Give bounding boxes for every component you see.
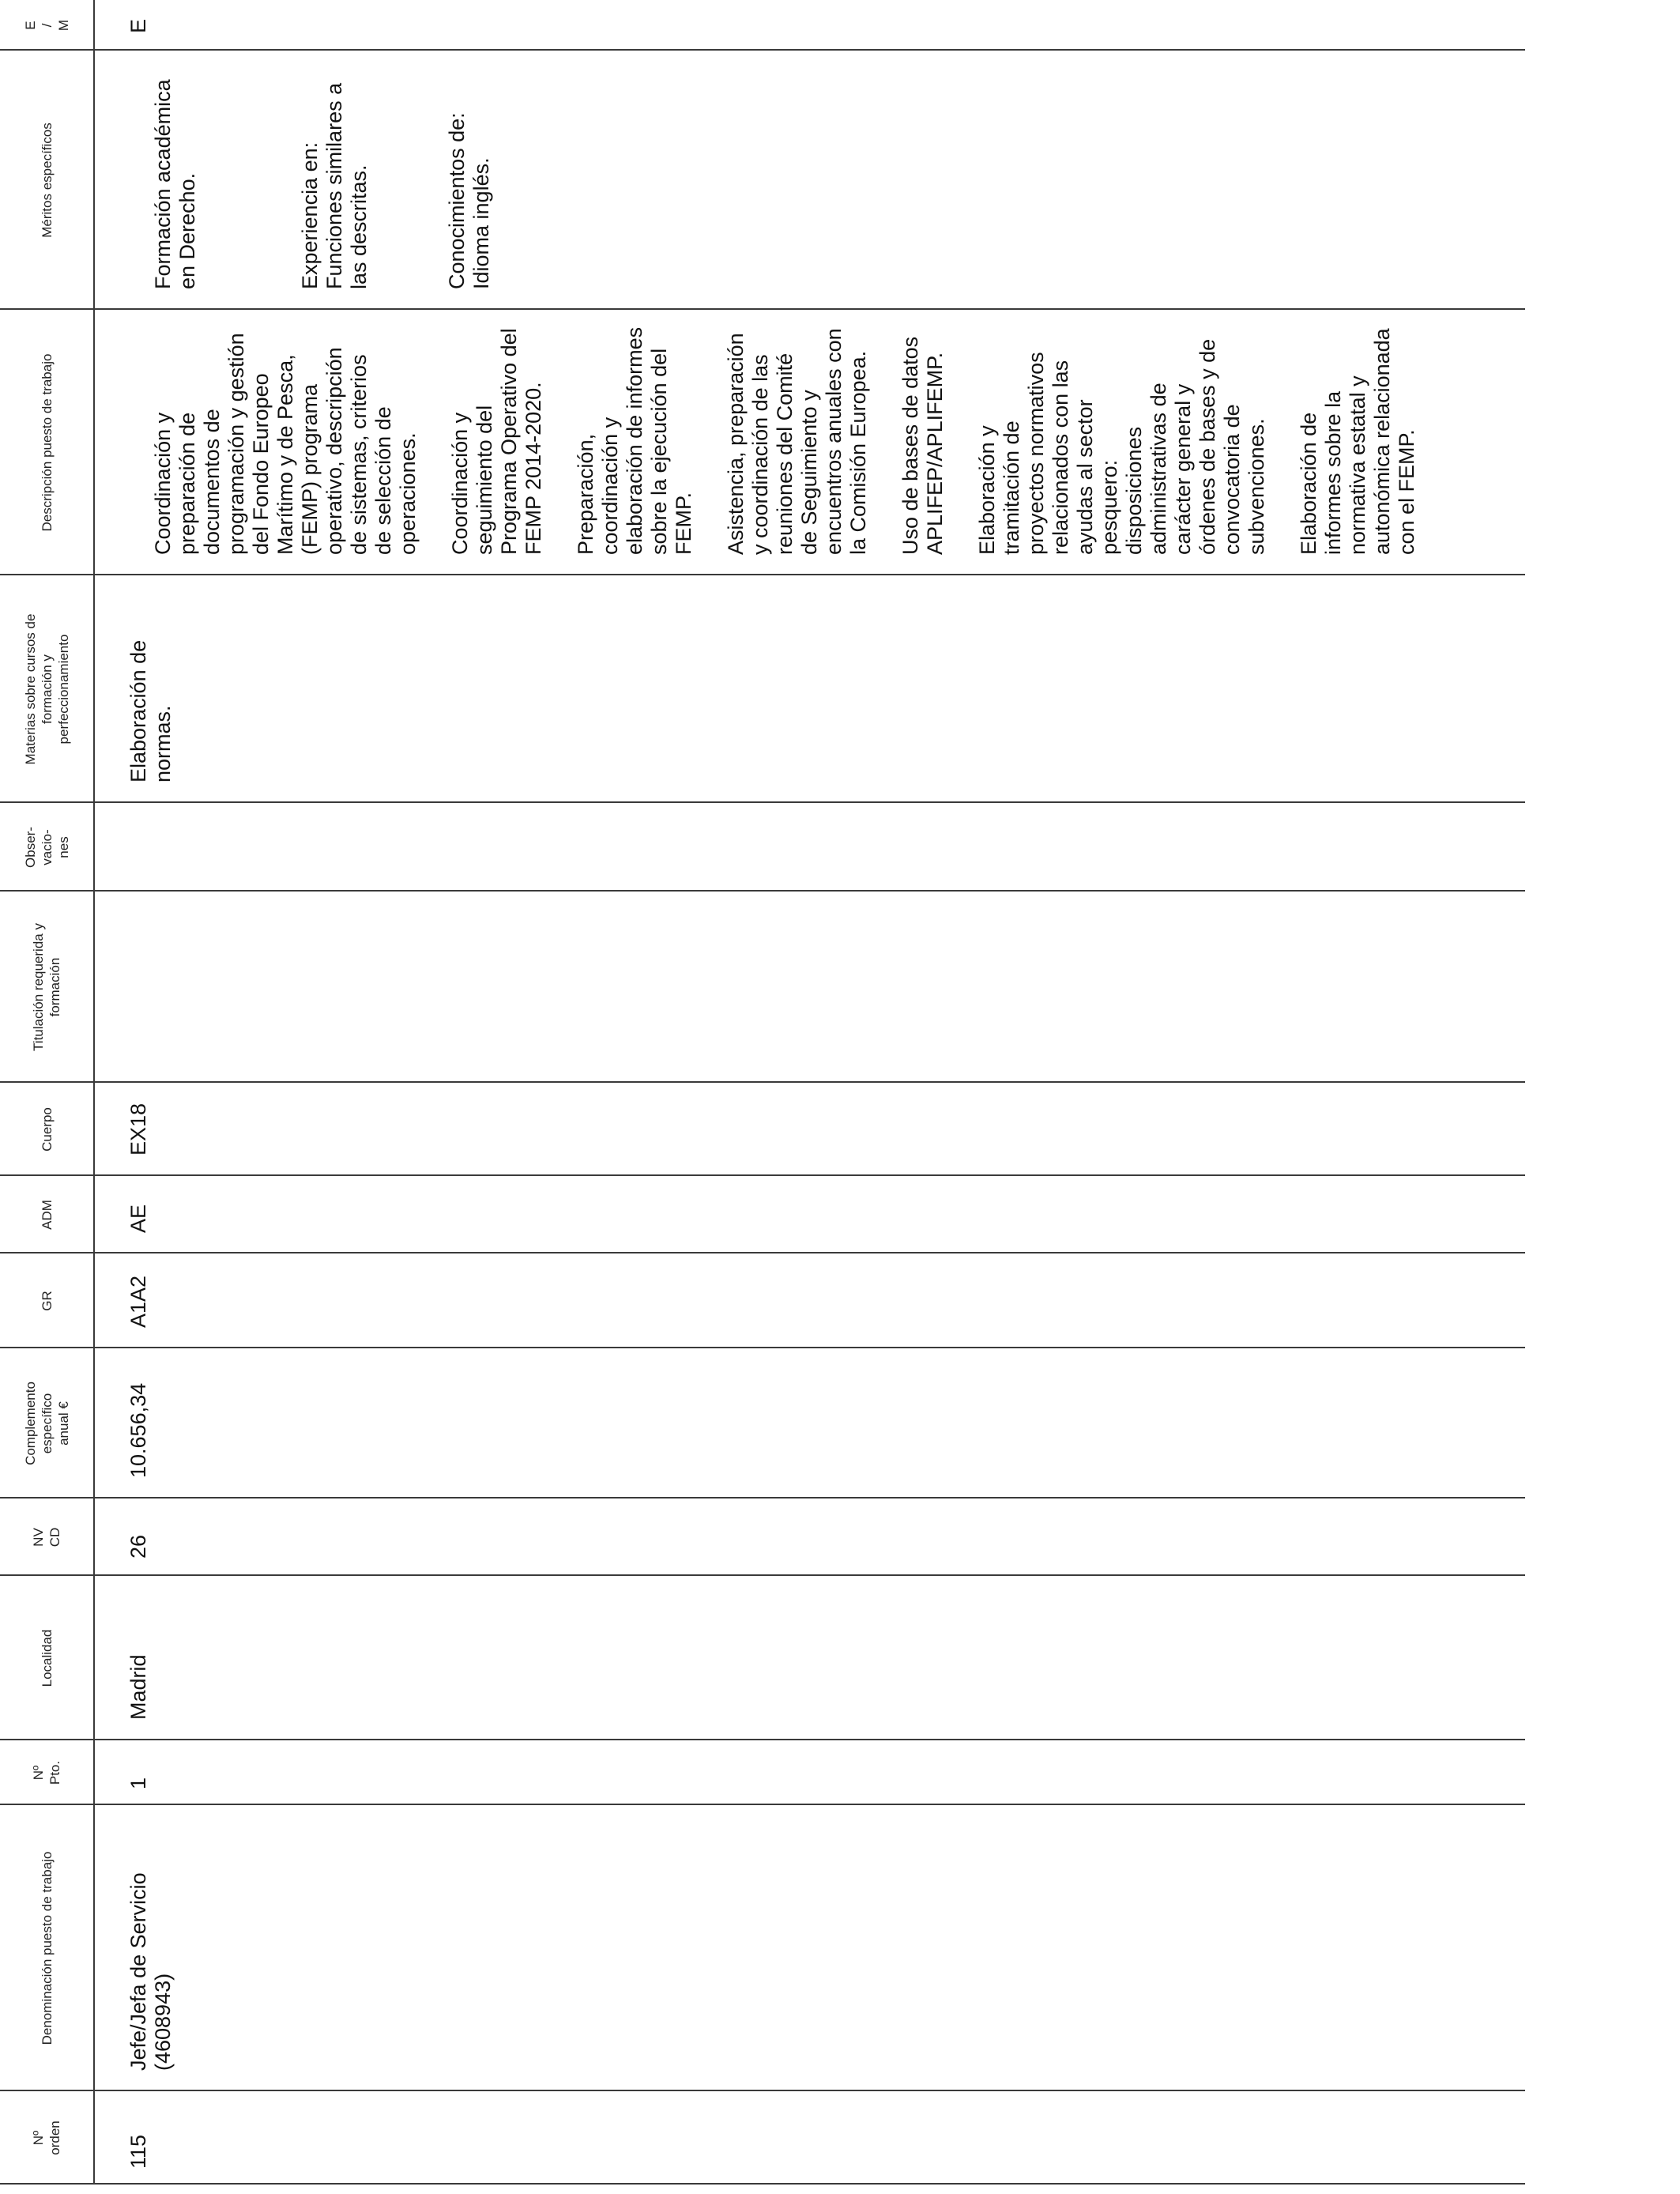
cell-cuerpo: EX18	[126, 1103, 150, 1155]
cell-adm: AE	[126, 1204, 150, 1233]
cell-complemento: 10.656,34	[126, 1382, 150, 1478]
header-adm: ADM	[39, 1200, 55, 1230]
cell-numero-puesto: 1	[126, 1777, 150, 1789]
header-observaciones: Obser- vacio- nes	[22, 827, 71, 868]
header-em: E / M	[22, 19, 71, 32]
header-descripcion: Descripción puesto de trabajo	[39, 353, 55, 532]
header-titulacion: Titulación requerida y formación	[31, 923, 62, 1051]
cell-localidad: Madrid	[126, 1654, 150, 1720]
cell-meritos	[93, 51, 518, 310]
merito-paragraph: Experiencia en: Funciones similares a las descritas.	[298, 82, 371, 289]
descripcion-paragraph: Elaboración y tramitación de proyectos normativos relacionados con las ayudas al sector pesquero: disposiciones administrativas de carácter general y órdenes de bases y de convocatoria de subvenciones.	[975, 338, 1268, 555]
header-localidad: Localidad	[39, 1629, 55, 1687]
header-grupo: GR	[39, 1291, 55, 1311]
cell-nivel: 26	[126, 1534, 150, 1559]
cell-grupo: A1A2	[126, 1275, 150, 1328]
header-meritos: Méritos específicos	[39, 123, 55, 238]
descripcion-paragraph: Elaboración de informes sobre la normativa estatal y autonómica relacionada con el FEMP.	[1297, 328, 1418, 555]
cell-titulacion	[93, 892, 126, 1083]
table-header-row	[0, 0, 95, 2185]
header-complemento: Complemento específico anual €	[22, 1382, 71, 1465]
descripcion-paragraph: Coordinación y seguimiento del Programa Operativo del FEMP 2014-2020.	[448, 328, 545, 555]
header-nivel: NV CD	[31, 1527, 62, 1547]
cell-em: E	[126, 18, 150, 33]
header-numero-puesto: Nº Pto.	[31, 1760, 62, 1785]
merito-paragraph: Formación académica en Derecho.	[151, 79, 199, 289]
header-materias: Materias sobre cursos de formación y perfeccionamiento	[22, 613, 71, 765]
header-cuerpo: Cuerpo	[39, 1107, 55, 1152]
cell-orden: 115	[126, 2134, 150, 2169]
header-orden: Nº orden	[31, 2120, 62, 2155]
cell-observaciones	[93, 803, 126, 892]
merito-paragraph: Conocimientos de: Idioma inglés.	[445, 112, 493, 289]
cell-descripcion	[93, 310, 1444, 575]
descripcion-paragraph: Coordinación y preparación de documentos de programación y gestión del Fondo Europeo Marítimo y de Pesca, (FEMP) programa operativo, descripción de sistemas, criterios de selección de operaciones.	[151, 333, 420, 555]
cell-denominacion: Jefe/Jefa de Servicio (4608943)	[126, 1872, 175, 2071]
descripcion-paragraph: Uso de bases de datos APLIFEP/APLIFEMP.	[898, 336, 947, 555]
descripcion-paragraph: Preparación, coordinación y elaboración de informes sobre la ejecución del FEMP.	[574, 326, 695, 555]
descripcion-paragraph: Asistencia, preparación y coordinación de las reuniones del Comité de Seguimiento y encuentros anuales con la Comisión Europea.	[724, 328, 870, 555]
table-row	[93, 0, 1525, 2185]
cell-materias: Elaboración de normas.	[126, 639, 175, 782]
header-denominacion: Denominación puesto de trabajo	[39, 1851, 55, 2045]
